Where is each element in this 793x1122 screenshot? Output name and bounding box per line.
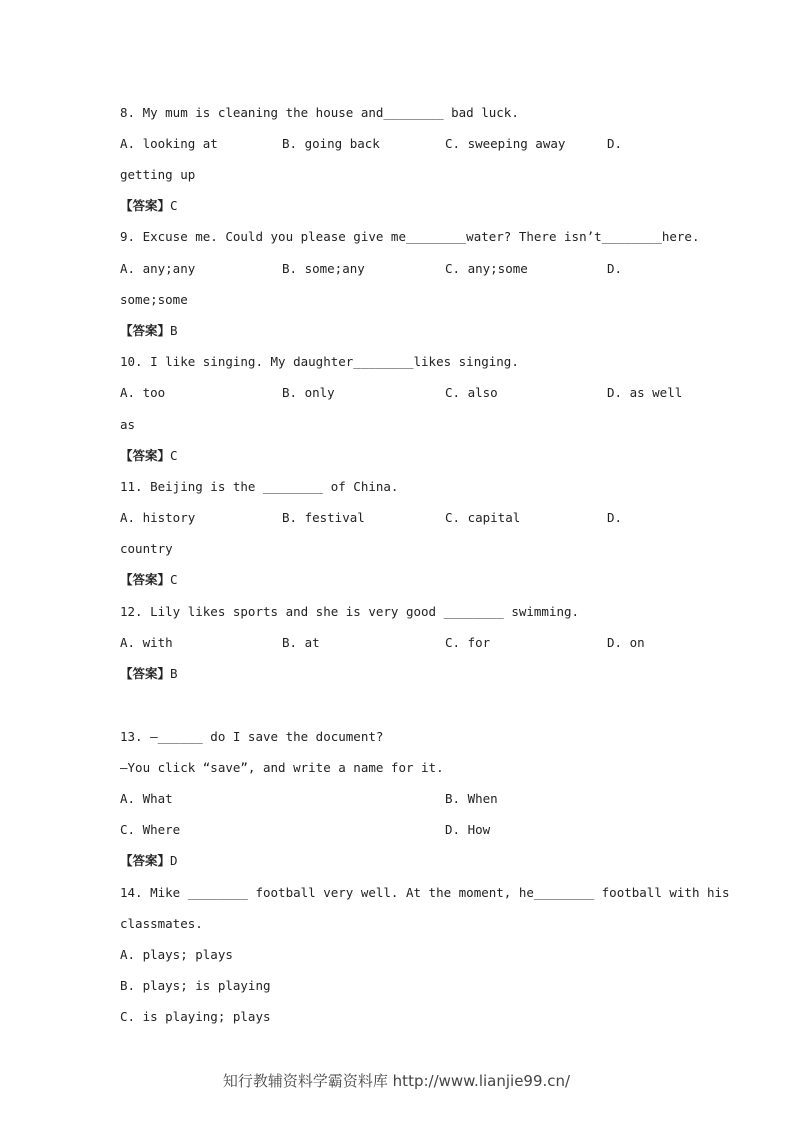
question-14-stem-continued: classmates.	[120, 916, 203, 931]
question-12-answer	[120, 666, 178, 682]
question-12-option-a: A. with	[120, 635, 173, 650]
question-10-option-c: C. also	[445, 385, 498, 400]
question-11-option-b: B. festival	[282, 510, 365, 525]
question-14-option-b: B. plays; is playing	[120, 978, 271, 993]
question-14-stem: 14. Mike ________ football very well. At the moment, he________ football with his	[120, 885, 730, 900]
answer-value: B	[170, 323, 178, 338]
answer-tag: 【答案】	[120, 323, 171, 338]
question-12-stem: 12. Lily likes sports and she is very good ________ swimming.	[120, 604, 580, 619]
question-9-stem: 9. Excuse me. Could you please give me________water? There isn’t________here.	[120, 229, 700, 244]
question-13-option-c: C. Where	[120, 822, 181, 837]
question-13-option-d: D. How	[445, 822, 491, 837]
answer-tag: 【答案】	[120, 666, 171, 681]
question-11-option-d-continued: country	[120, 541, 173, 556]
question-13-stem-reply: —You click “save”, and write a name for it.	[120, 760, 444, 775]
question-11-option-c: C. capital	[445, 510, 521, 525]
question-9-option-c: C. any;some	[445, 261, 528, 276]
answer-value: C	[170, 572, 178, 587]
answer-value: C	[170, 448, 178, 463]
question-10-option-d-continued: as	[120, 417, 136, 432]
question-10-option-a: A. too	[120, 385, 166, 400]
question-8-option-b: B. going back	[282, 136, 380, 151]
answer-value: D	[170, 853, 178, 868]
answer-value: C	[170, 198, 178, 213]
question-9-option-d-continued: some;some	[120, 292, 188, 307]
question-12-option-b: B. at	[282, 635, 320, 650]
question-9-option-b: B. some;any	[282, 261, 365, 276]
question-10-option-d: D. as well	[607, 385, 683, 400]
question-11-answer	[120, 572, 178, 588]
question-8-option-d-continued: getting up	[120, 167, 196, 182]
question-11-stem: 11. Beijing is the ________ of China.	[120, 479, 399, 494]
question-13-option-b: B. When	[445, 791, 498, 806]
question-9-option-a: A. any;any	[120, 261, 196, 276]
question-13-stem: 13. —______ do I save the document?	[120, 729, 384, 744]
answer-tag: 【答案】	[120, 572, 171, 587]
question-8-option-c: C. sweeping away	[445, 136, 566, 151]
question-14-option-c: C. is playing; plays	[120, 1009, 271, 1024]
question-14-option-a: A. plays; plays	[120, 947, 233, 962]
question-8-stem: 8. My mum is cleaning the house and________ bad luck.	[120, 105, 519, 120]
question-13-answer	[120, 853, 178, 869]
question-9-answer	[120, 323, 178, 339]
question-11-option-d: D.	[607, 510, 623, 525]
answer-tag: 【答案】	[120, 853, 171, 868]
question-9-option-d: D.	[607, 261, 623, 276]
answer-value: B	[170, 666, 178, 681]
question-10-option-b: B. only	[282, 385, 335, 400]
question-10-stem: 10. I like singing. My daughter________likes singing.	[120, 354, 519, 369]
question-11-option-a: A. history	[120, 510, 196, 525]
question-12-option-d: D. on	[607, 635, 645, 650]
question-8-option-a: A. looking at	[120, 136, 218, 151]
question-12-option-c: C. for	[445, 635, 491, 650]
question-13-option-a: A. What	[120, 791, 173, 806]
answer-tag: 【答案】	[120, 198, 171, 213]
footer-watermark: 知行教辅资料学霸资料库 http://www.lianjie99.cn/	[222, 1072, 571, 1090]
question-10-answer	[120, 448, 178, 464]
question-8-option-d: D.	[607, 136, 623, 151]
question-8-answer	[120, 198, 178, 214]
answer-tag: 【答案】	[120, 448, 171, 463]
